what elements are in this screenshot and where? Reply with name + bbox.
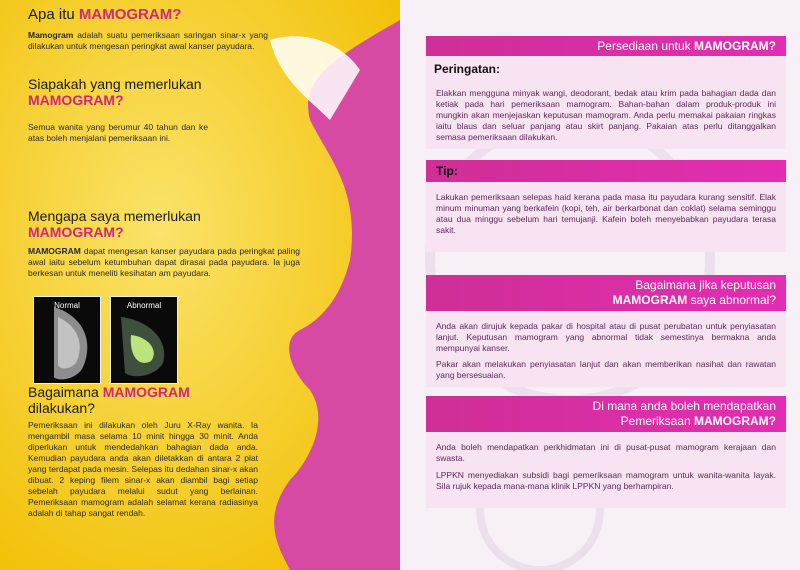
title-brand: MAMOGRAM — [102, 384, 190, 400]
paragraph-mengapa — [28, 246, 300, 279]
card-tip — [426, 160, 786, 252]
title-text: Siapakah yang memerlukan — [28, 76, 202, 92]
title-brand: MAMOGRAM? — [78, 6, 182, 23]
card-title — [597, 39, 776, 53]
card-title-brand: MAMOGRAM? — [694, 414, 776, 428]
mammogram-image-normal — [33, 296, 101, 384]
paragraph-siapakah: Semua wanita yang berumur 40 tahun dan ke atas boleh menjalani pemeriksaan ini. — [28, 122, 208, 143]
card-body-2: LPPKN menyediakan subsidi bagi pemeriksaan mamogram untuk wanita-wanita layak. Sila rujuk kepada mana-mana klinik LPPKN yang berhampiran. — [436, 470, 776, 491]
card-di-mana — [426, 396, 786, 508]
card-body-2: Pakar akan melakukan penyiasatan lanjut dan akan memberikan nasihat dan rawatan yang bersesuaian. — [436, 359, 776, 380]
card-title-brand: MAMOGRAM? — [694, 39, 776, 53]
section-title-apa-itu — [28, 6, 181, 23]
paragraph-bagaimana: Pemeriksaan ini dilakukan oleh Juru X-Ray wanita. Ia mengambil masa selama 10 minit hingga 30 minit. Anda diperlukan untuk mendedahkan bahagian dada anda. Kemudian payudara anda akan diletakkan di antara 2 plat yang terdapat pada mesin. Selepas itu dedahan sinar-x akan dibuat. 2 keping filem sinar-x akan diambil bagi setiap sebelah payudara melalui sudut yang berlainan. Pemeriksaan mamogram adalah selamat kerana radiasinya adalah di tahap sangat rendah. — [28, 420, 258, 518]
card-title-brand: MAMOGRAM — [612, 293, 688, 307]
card-title-line1: Bagaimana jika keputusan — [635, 278, 776, 292]
card-body-1: Anda akan dirujuk kepada pakar di hospital atau di pusat perubatan untuk penyiasatan lanjut. Keputusan mamogram yang abnormal tidak semestinya bermakna anda mempunyai kanser. — [436, 321, 776, 353]
image-label-abnormal: Abnormal — [126, 301, 162, 310]
paragraph-apa-itu — [28, 30, 268, 52]
image-label-normal: Normal — [54, 301, 80, 310]
section-title-mengapa — [28, 208, 201, 240]
paragraph-brand: Mamogram — [28, 30, 74, 40]
paragraph-text: dapat mengesan kanser payudara pada peringkat paling awal iaitu sebelum ketumbuhan dapat dirasai pada payudara. Ia juga berkesan untuk meneliti kesihatan am payudara. — [28, 246, 300, 278]
section-title-siapakah — [28, 76, 202, 108]
card-body: Lakukan pemeriksaan selepas haid kerana pada masa itu payudara kurang sensitif. Elak minum minuman yang berkafein (kopi, teh, air berkarbonat dan coklat) selama seminggu atau dua minggu sebelum hari temujanji. Kafein boleh menyebabkan payudara terasa sakit. — [436, 192, 776, 235]
title-text: Apa itu — [28, 6, 79, 23]
title-text-line2: dilakukan? — [28, 400, 95, 416]
card-label-peringatan: Peringatan: — [434, 62, 501, 76]
title-brand: MAMOGRAM? — [28, 92, 124, 108]
card-title-pre: Pemeriksaan — [620, 414, 695, 428]
title-text: Bagaimana — [28, 384, 103, 400]
card-label-tip: Tip: — [436, 164, 458, 178]
card-abnormal — [426, 275, 786, 387]
card-title — [593, 399, 776, 429]
mammogram-image-abnormal — [110, 296, 178, 384]
title-brand: MAMOGRAM? — [28, 224, 124, 240]
card-body-1: Anda boleh mendapatkan perkhidmatan ini di pusat-pusat mamogram kerajaan dan swasta. — [436, 442, 776, 463]
card-title-line1: Di mana anda boleh mendapatkan — [592, 399, 776, 413]
card-body: Elakkan mengguna minyak wangi, deodorant, bedak atau krim pada bahagian dada dan ketiak pada hari pemeriksaan mamogram. Bahan-bahan dalam produk-produk ini mungkin akan menjejaskan keputusan mamogram. Anda perlu memakai pakaian ringkas iaitu blaus dan seluar panjang atau skirt panjang. Pakaian atas perlu ditanggalkan semasa pemeriksaan dilakukan. — [436, 88, 776, 142]
title-text: Mengapa saya memerlukan — [28, 208, 201, 224]
card-title-text: Persediaan untuk — [597, 39, 695, 53]
card-title — [613, 278, 776, 308]
card-title-post: saya abnormal? — [687, 293, 776, 307]
card-persediaan — [426, 36, 786, 149]
section-title-bagaimana — [28, 384, 190, 416]
card-header-band — [426, 160, 786, 182]
paragraph-brand: MAMOGRAM — [28, 246, 81, 256]
paragraph-text: adalah suatu pemeriksaan saringan sinar-x yang dilakukan untuk mengesan peringkat awal kanser payudara. — [28, 30, 268, 51]
